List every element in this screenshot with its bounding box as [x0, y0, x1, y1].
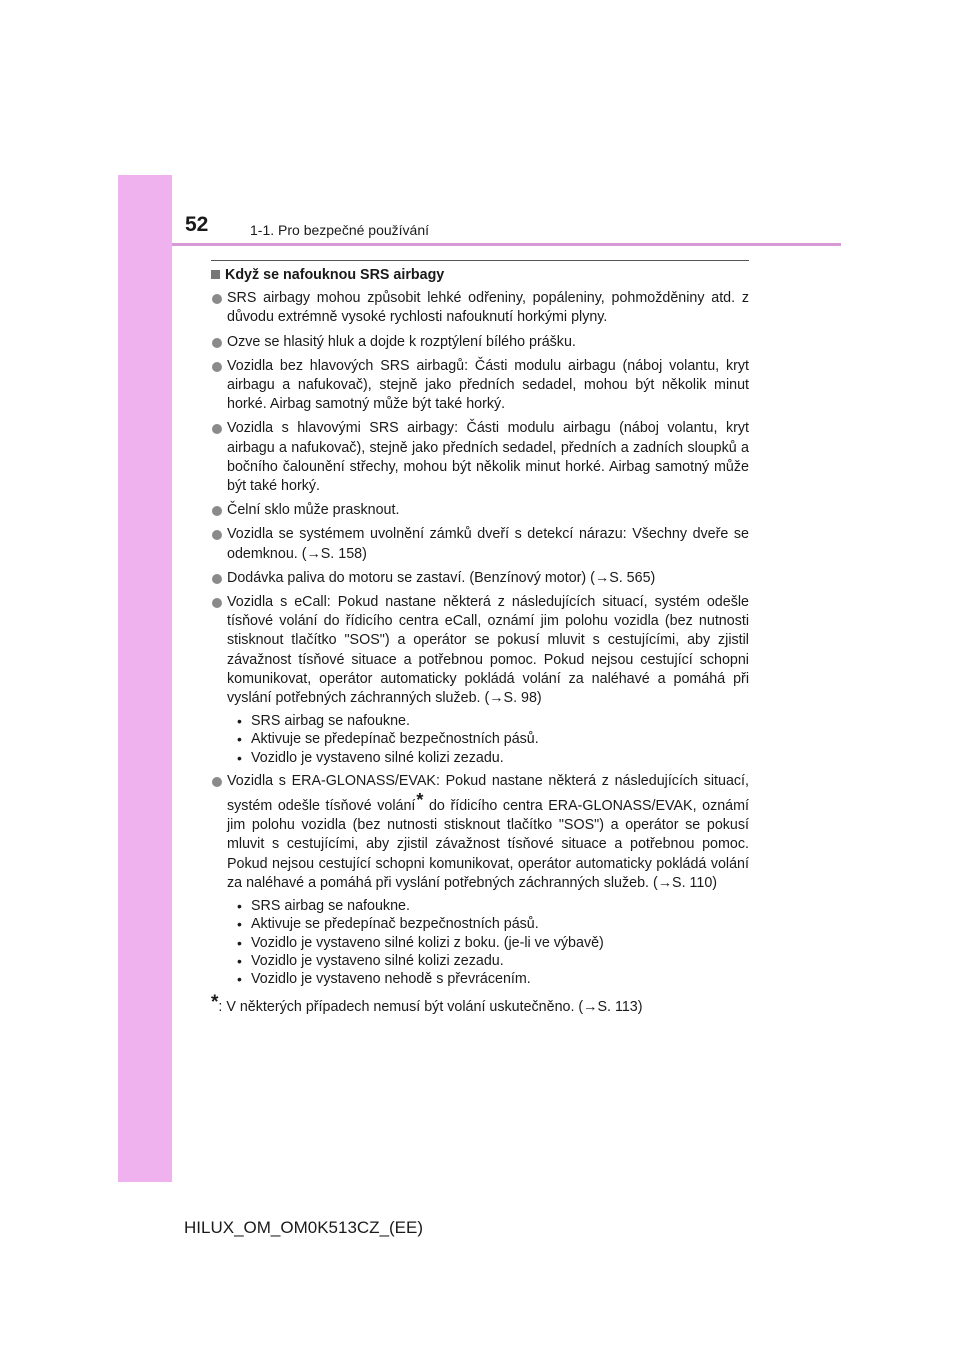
list-item-text: Ozve se hlasitý hluk a dojde k rozptýlení bílého prášku.: [227, 333, 576, 350]
document-code: HILUX_OM_OM0K513CZ_(EE): [184, 1218, 424, 1237]
list-item: [211, 501, 749, 520]
sub-list-item: [227, 749, 749, 767]
header-rule: [172, 243, 841, 246]
sub-list-item-text: Aktivuje se předepínač bezpečnostních pásů.: [251, 731, 539, 748]
sub-list-item: [227, 934, 749, 952]
sub-bullet-icon: •: [237, 713, 242, 730]
sub-list-item: [227, 952, 749, 970]
era-sub-list: [227, 897, 749, 988]
sub-bullet-icon: •: [237, 898, 242, 915]
circle-bullet-icon: [212, 424, 222, 434]
content-area: [211, 266, 749, 1017]
footnote-text: : V některých případech nemusí být volání uskutečněno. (→S. 113): [218, 999, 643, 1016]
list-item-ecall: [211, 593, 749, 767]
list-item-text: SRS airbagy mohou způsobit lehké odřeniny, popáleniny, pohmožděniny atd. z důvodu extrémně vysoké rychlosti nafouknutí horkými plyny.: [227, 290, 749, 326]
list-item: [211, 289, 749, 327]
circle-bullet-icon: [212, 574, 222, 584]
sub-list-item: [227, 915, 749, 933]
square-bullet-icon: [211, 270, 220, 279]
sub-list-item: [227, 712, 749, 730]
list-item-text: Vozidla s hlavovými SRS airbagy: Části modulu airbagu (náboj volantu, kryt airbagu a nafukovač), stejně jako předních sedadel, předních a zadních sloupků a bočního čalounění střechy, mohou být několik minut horké. Airbag samotný může být také horký.: [227, 420, 749, 495]
list-item-text: Vozidla s eCall: Pokud nastane některá z následujících situací, systém odešle tísňové volání do řídicího centra eCall, oznámí jim polohu vozidla (bez nutnosti stisknout tlačítko "SOS") a operátor se pokusí mluvit s cestujícími, aby zjistil závažnost tísňové situace a potřebnou pomoc. Pokud nejsou cestující schopni komunikovat, operátor automaticky pokládá volání za naléhavé a pomáhá při vyslání potřebných záchranných služeb. (→S. 98): [227, 594, 749, 707]
sub-list-item-text: Vozidlo je vystaveno silné kolizi zezadu.: [251, 952, 504, 969]
list-item: [211, 333, 749, 352]
list-item-era-glonass: [211, 772, 749, 988]
list-item: [211, 525, 749, 563]
sub-list-item: [227, 897, 749, 915]
page-number: 52: [185, 213, 209, 236]
list-item-text-start: Vozidla s ERA-GLONASS/EVAK: Pokud nastane některá z následujících situací, systém odešle tísňové volání: [227, 772, 749, 815]
circle-bullet-icon: [212, 506, 222, 516]
sub-list-item-text: SRS airbag se nafoukne.: [251, 898, 410, 915]
sub-bullet-icon: •: [237, 916, 242, 933]
circle-bullet-icon: [212, 362, 222, 372]
sub-list-item-text: SRS airbag se nafoukne.: [251, 713, 410, 730]
section-heading: [211, 266, 749, 285]
footnote-star: *: [211, 992, 219, 1014]
list-item-text: Čelní sklo může prasknout.: [227, 502, 400, 519]
circle-bullet-icon: [212, 294, 222, 304]
list-item-text-end: do řídicího centra ERA-GLONASS/EVAK, oznámí jim polohu vozidla (bez nutnosti stisknout tlačítko "SOS") a operátor se pokusí mluvit s cestujícími, aby zjistil závažnost tísňové situace a potřebnou pomoc. Pokud nejsou cestující schopni komunikovat, operátor automaticky pokládá volání za naléhavé a pomáhá při vyslání potřebných záchranných služeb. (→S. 110): [227, 798, 749, 891]
sub-bullet-icon: •: [237, 952, 242, 969]
sub-bullet-icon: •: [237, 731, 242, 748]
circle-bullet-icon: [212, 530, 222, 540]
circle-bullet-icon: [212, 777, 222, 787]
sub-bullet-icon: •: [237, 934, 242, 951]
list-item-text: Vozidla bez hlavových SRS airbagů: Části modulu airbagu (náboj volantu, kryt airbagu a nafukovač), stejně jako předních sedadel, mohou být několik minut horké. Airbag samotný může být také horký.: [227, 357, 749, 413]
sub-bullet-icon: •: [237, 970, 242, 987]
circle-bullet-icon: [212, 338, 222, 348]
list-item: [211, 569, 749, 588]
circle-bullet-icon: [212, 598, 222, 608]
section-title: 1-1. Pro bezpečné používání: [250, 222, 430, 238]
sub-list-item-text: Vozidlo je vystaveno nehodě s převrácením.: [251, 970, 531, 987]
sub-list-item: [227, 970, 749, 988]
side-color-band: [118, 175, 172, 1182]
list-item: [211, 357, 749, 415]
content-rule: [211, 260, 749, 261]
sub-list-item-text: Vozidlo je vystaveno silné kolizi z boku. (je-li ve výbavě): [251, 934, 604, 951]
sub-bullet-icon: •: [237, 749, 242, 766]
sub-list-item-text: Vozidlo je vystaveno silné kolizi zezadu.: [251, 749, 504, 766]
ecall-sub-list: [227, 712, 749, 767]
list-item-text: Vozidla se systémem uvolnění zámků dveří s detekcí nárazu: Všechny dveře se odemknou. (→S. 158): [227, 526, 749, 562]
heading-text: Když se nafouknou SRS airbagy: [225, 267, 445, 283]
list-item: [211, 419, 749, 496]
sub-list-item: [227, 730, 749, 748]
footnote-star-marker: *: [416, 790, 424, 811]
sub-list-item-text: Aktivuje se předepínač bezpečnostních pásů.: [251, 916, 539, 933]
footnote: [211, 993, 749, 1017]
list-item-text: Dodávka paliva do motoru se zastaví. (Benzínový motor) (→S. 565): [227, 569, 656, 586]
